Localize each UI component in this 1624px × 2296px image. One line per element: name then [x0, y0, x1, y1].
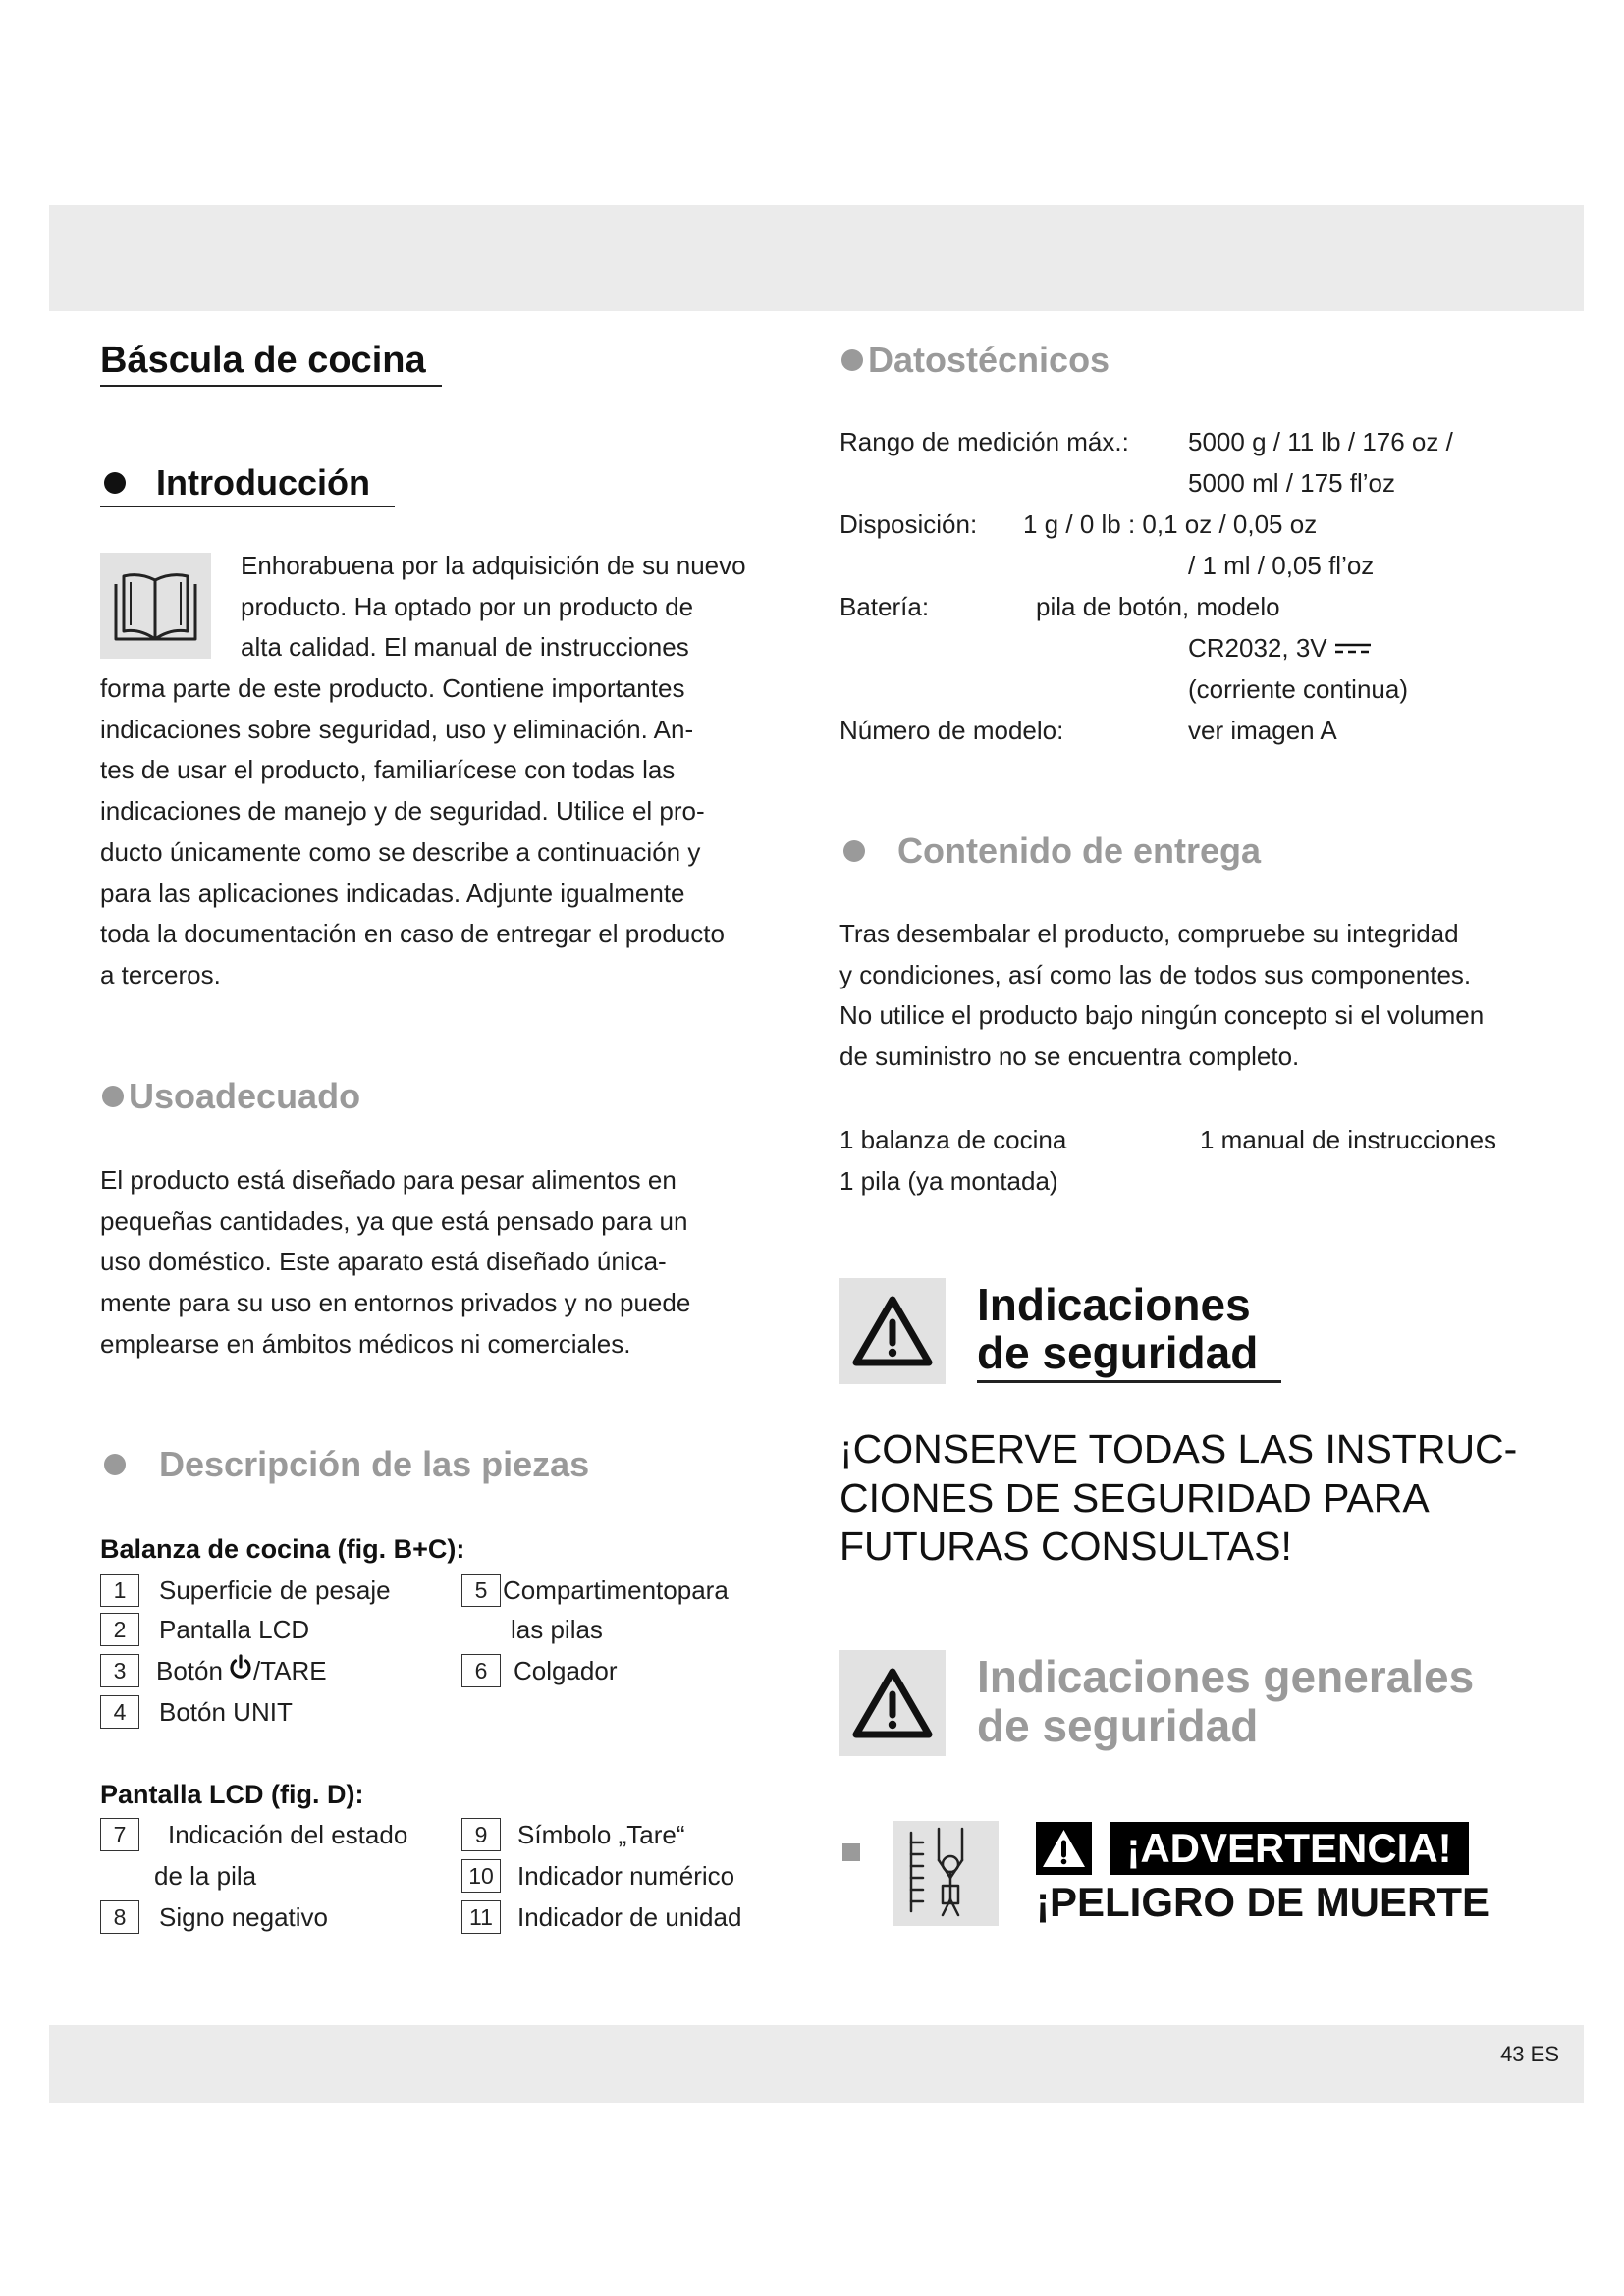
- text-line: Enhorabuena por la adquisición de su nuevo: [241, 551, 746, 580]
- part-label: Símbolo „Tare“: [517, 1820, 685, 1849]
- general-safety-heading-line1: Indicaciones generales: [977, 1651, 1475, 1702]
- text-line: emplearse en ámbitos médicos ni comerciales.: [100, 1328, 631, 1359]
- text-line: Tras desembalar el producto, compruebe su integridad: [839, 919, 1459, 948]
- warning-triangle-icon: [839, 1278, 946, 1384]
- content-item: 1 pila (ya montada): [839, 1166, 1058, 1196]
- part-label-continuation: las pilas: [511, 1615, 603, 1644]
- spec-value: ver imagen A: [1188, 716, 1337, 745]
- text-line: a terceros.: [100, 959, 221, 989]
- section-heading-contenido: Contenido de entrega: [897, 830, 1262, 871]
- peligro-de-muerte-heading: ¡PELIGRO DE MUERTE: [1036, 1879, 1490, 1925]
- text-line: pequeñas cantidades, ya que está pensado para un: [100, 1205, 688, 1236]
- text-line: El producto está diseñado para pesar alimentos en: [100, 1165, 677, 1195]
- bullet-icon: [104, 472, 126, 494]
- text-line: indicaciones sobre seguridad, uso y eliminación. An-: [100, 714, 694, 744]
- text-line: alta calidad. El manual de instrucciones: [241, 632, 689, 663]
- part-label: Compartimentopara: [503, 1575, 729, 1605]
- part-label: Indicador de unidad: [517, 1902, 742, 1932]
- notice-line: ¡CONSERVE TODAS LAS INSTRUC-: [839, 1426, 1518, 1471]
- part-label-power-tare: [156, 1650, 327, 1691]
- spec-value: (corriente continua): [1188, 674, 1408, 704]
- bullet-icon: [841, 349, 863, 371]
- part-number-box: 7: [100, 1818, 139, 1851]
- contenido-paragraph: [839, 914, 1484, 1078]
- spec-label: Rango de medición máx.:: [839, 427, 1129, 456]
- part-label: Botón: [156, 1656, 223, 1685]
- warning-triangle-icon: [1036, 1822, 1092, 1875]
- part-number-box: 8: [100, 1900, 139, 1934]
- part-label: /TARE: [252, 1656, 327, 1685]
- bullet-icon: [102, 1086, 124, 1107]
- text-line: de suministro no se encuentra completo.: [839, 1041, 1300, 1072]
- spec-value: 5000 g / 11 lb / 176 oz /: [1188, 427, 1453, 456]
- text-line: y condiciones, así como las de todos sus componentes.: [839, 959, 1472, 989]
- part-label: Signo negativo: [159, 1902, 329, 1932]
- content-item: 1 manual de instrucciones: [1200, 1125, 1497, 1154]
- text-line: para las aplicaciones indicadas. Adjunte igualmente: [100, 878, 685, 908]
- text-line: toda la documentación en caso de entregar el producto: [100, 919, 725, 949]
- safety-heading-line2: de seguridad: [977, 1327, 1259, 1378]
- part-number-box: 5: [461, 1574, 501, 1607]
- part-label: Colgador: [514, 1656, 618, 1685]
- section-heading-uso: Usoadecuado: [129, 1076, 361, 1116]
- introduccion-underline: [100, 506, 395, 507]
- spec-value: pila de botón, modelo: [1036, 592, 1280, 621]
- square-bullet-icon: [842, 1843, 860, 1861]
- conserve-instructions-notice: [839, 1425, 1517, 1572]
- safety-heading-line1: Indicaciones: [977, 1279, 1251, 1330]
- part-label: Indicación del estado: [168, 1820, 408, 1849]
- dc-symbol-icon: [1333, 627, 1373, 668]
- spec-label: Disposición:: [839, 509, 978, 539]
- notice-line: CIONES DE SEGURIDAD PARA: [839, 1474, 1430, 1521]
- header-band: [49, 205, 1584, 311]
- section-heading-introduccion: Introducción: [156, 462, 370, 503]
- part-label-continuation: de la pila: [154, 1861, 257, 1891]
- spec-label: Batería:: [839, 592, 930, 621]
- part-number-box: 10: [461, 1859, 501, 1893]
- advertencia-label: ¡ADVERTENCIA!: [1110, 1822, 1469, 1875]
- part-number-box: 9: [461, 1818, 501, 1851]
- part-number-box: 2: [100, 1613, 139, 1646]
- text-line: ducto únicamente como se describe a continuación y: [100, 836, 701, 867]
- text-line: mente para su uso en entornos privados y no puede: [100, 1288, 691, 1318]
- page-title: Báscula de cocina: [100, 340, 426, 381]
- part-number-box: 4: [100, 1695, 139, 1729]
- safety-heading-underline: [977, 1380, 1281, 1383]
- text-line: producto. Ha optado por un producto de: [241, 591, 694, 621]
- part-label: Indicador numérico: [517, 1861, 735, 1891]
- lcd-subheading: Pantalla LCD (fig. D):: [100, 1780, 364, 1809]
- spec-value: CR2032, 3V: [1188, 633, 1327, 663]
- part-number-box: 6: [461, 1654, 501, 1687]
- content-item: 1 balanza de cocina: [839, 1125, 1067, 1154]
- bullet-icon: [843, 840, 865, 862]
- power-icon: [229, 1650, 252, 1691]
- text-line: uso doméstico. Este aparato está diseñado única-: [100, 1247, 667, 1277]
- part-label: Botón UNIT: [159, 1697, 293, 1727]
- text-line: No utilice el producto bajo ningún concepto si el volumen: [839, 1000, 1485, 1031]
- balanza-subheading: Balanza de cocina (fig. B+C):: [100, 1534, 465, 1564]
- page-number: 43 ES: [1500, 2042, 1559, 2066]
- spec-value: 5000 ml / 175 fl’oz: [1188, 468, 1396, 498]
- spec-value: / 1 ml / 0,05 fl’oz: [1188, 551, 1375, 580]
- part-number-box: 1: [100, 1574, 139, 1607]
- text-line: indicaciones de manejo y de seguridad. Utilice el pro-: [100, 796, 705, 827]
- child-strangulation-icon: [893, 1821, 999, 1926]
- text-line: tes de usar el producto, familiarícese con todas las: [100, 755, 676, 785]
- part-number-box: 11: [461, 1900, 501, 1934]
- part-label: Pantalla LCD: [159, 1615, 310, 1644]
- text-line: forma parte de este producto. Contiene importantes: [100, 673, 685, 704]
- footer-band: [49, 2025, 1584, 2103]
- title-underline: [100, 385, 442, 387]
- warning-triangle-icon: [839, 1650, 946, 1756]
- spec-value-battery-model: [1188, 627, 1373, 668]
- notice-line: FUTURAS CONSULTAS!: [839, 1523, 1292, 1569]
- section-heading-datos-tecnicos: Datostécnicos: [868, 340, 1110, 380]
- part-number-box: 3: [100, 1654, 139, 1687]
- bullet-icon: [104, 1454, 126, 1475]
- section-heading-piezas: Descripción de las piezas: [159, 1444, 590, 1484]
- introduccion-paragraph: [100, 546, 746, 996]
- general-safety-heading-line2: de seguridad: [977, 1700, 1259, 1751]
- spec-label: Número de modelo:: [839, 716, 1064, 745]
- part-label: Superficie de pesaje: [159, 1575, 391, 1605]
- uso-paragraph: [100, 1160, 690, 1364]
- spec-value: 1 g / 0 lb : 0,1 oz / 0,05 oz: [1023, 509, 1318, 539]
